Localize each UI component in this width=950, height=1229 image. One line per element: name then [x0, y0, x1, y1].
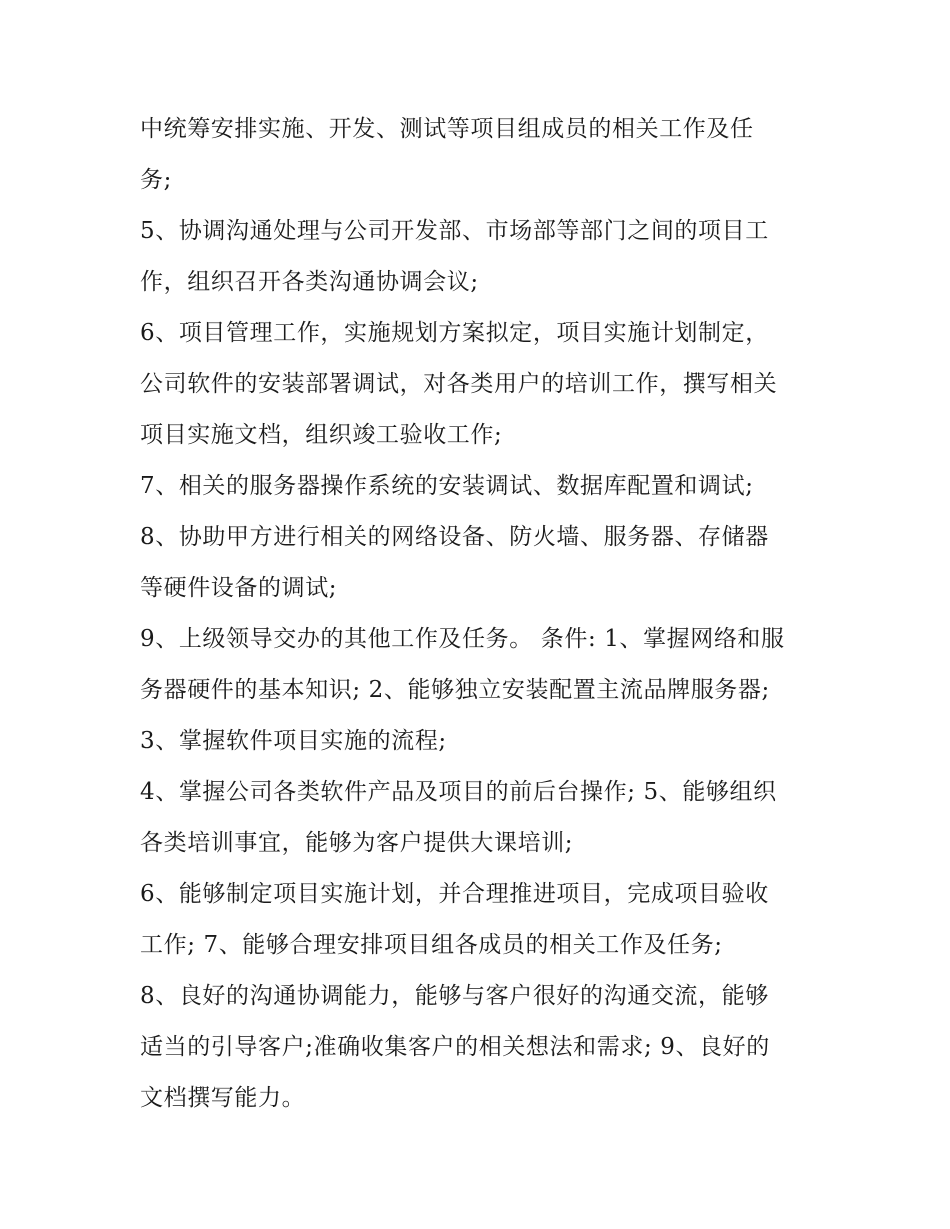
text-line: 公司软件的安装部署调试，对各类用户的培训工作，撰写相关 [140, 371, 778, 397]
text-line: 9、上级领导交办的其他工作及任务。 条件: 1、掌握网络和服 [140, 626, 785, 652]
text-line: 8、协助甲方进行相关的网络设备、防火墙、服务器、存储器 [140, 524, 769, 550]
text-line: 等硬件设备的调试; [140, 575, 338, 601]
text-line: 8、良好的沟通协调能力，能够与客户很好的沟通交流，能够 [140, 983, 769, 1009]
text-line: 中统筹安排实施、开发、测试等项目组成员的相关工作及任 [140, 116, 754, 142]
text-line: 5、协调沟通处理与公司开发部、市场部等部门之间的项目工 [140, 218, 769, 244]
text-line: 6、能够制定项目实施计划，并合理推进项目，完成项目验收 [140, 881, 769, 907]
document-body [140, 104, 830, 1124]
text-line: 务; [140, 167, 172, 193]
text-line: 工作; 7、能够合理安排项目组各成员的相关工作及任务; [140, 932, 723, 958]
text-line: 项目实施文档，组织竣工验收工作; [140, 422, 503, 448]
text-line: 3、掌握软件项目实施的流程; [140, 728, 447, 754]
text-line: 务器硬件的基本知识; 2、能够独立安装配置主流品牌服务器; [140, 677, 770, 703]
text-line: 各类培训事宜，能够为客户提供大课培训; [140, 830, 574, 856]
text-line: 适当的引导客户;准确收集客户的相关想法和需求; 9、良好的 [140, 1034, 770, 1060]
text-line: 作，组织召开各类沟通协调会议; [140, 269, 479, 295]
text-line: 7、相关的服务器操作系统的安装调试、数据库配置和调试; [140, 473, 754, 499]
text-line: 6、项目管理工作，实施规划方案拟定，项目实施计划制定， [140, 320, 769, 346]
text-line: 4、掌握公司各类软件产品及项目的前后台操作; 5、能够组织 [140, 779, 777, 805]
text-line: 文档撰写能力。 [140, 1085, 306, 1111]
